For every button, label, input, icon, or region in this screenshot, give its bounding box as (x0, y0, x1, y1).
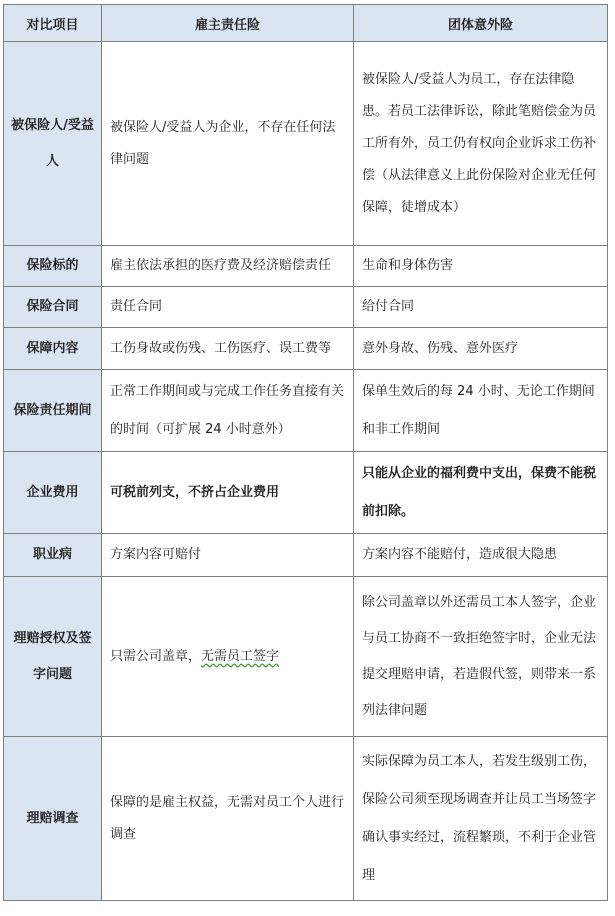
table-row (4, 246, 608, 287)
row-item-label: 保险标的 (4, 246, 102, 287)
group-cell: 只能从企业的福利费中支出，保费不能税前扣除。 (354, 452, 608, 534)
employer-cell (102, 577, 354, 737)
table-row (4, 328, 608, 370)
group-cell: 生命和身体伤害 (354, 246, 608, 287)
employer-cell: 雇主依法承担的医疗费及经济赔偿责任 (102, 246, 354, 287)
employer-cell-text: 只需公司盖章， (110, 648, 202, 664)
table-header-row (4, 5, 608, 42)
group-cell: 保单生效后的每 24 小时、无论工作期间和非工作期间 (354, 370, 608, 452)
header-group-accident: 团体意外险 (354, 5, 608, 42)
header-employer-liability: 雇主责任险 (102, 5, 354, 42)
group-cell: 方案内容不能赔付，造成很大隐患 (354, 534, 608, 577)
employer-cell: 被保险人/受益人为企业，不存在任何法律问题 (102, 42, 354, 246)
row-item-label: 被保险人/受益人 (4, 42, 102, 246)
row-item-label: 职业病 (4, 534, 102, 577)
employer-cell: 正常工作期间或与完成工作任务直接有关的时间（可扩展 24 小时意外） (102, 370, 354, 452)
table-row (4, 452, 608, 534)
table-row (4, 577, 608, 737)
row-item-label: 保障内容 (4, 328, 102, 370)
employer-cell: 可税前列支，不挤占企业费用 (102, 452, 354, 534)
group-cell: 意外身故、伤残、意外医疗 (354, 328, 608, 370)
employer-cell: 保障的是雇主权益，无需对员工个人进行调查 (102, 737, 354, 901)
row-item-label: 保险责任期间 (4, 370, 102, 452)
table-row (4, 737, 608, 901)
group-cell: 实际保障为员工本人，若发生级别工伤，保险公司须至现场调查并让员工当场签字确认事实经过，流程繁琐，不利于企业管理 (354, 737, 608, 901)
row-item-label: 保险合同 (4, 287, 102, 328)
group-cell: 被保险人/受益人为员工，存在法律隐患。若员工法律诉讼，除此笔赔偿金为员工所有外，员工仍有权向企业诉求工伤补偿（从法律意义上此份保险对企业无任何保障，徒增成本） (354, 42, 608, 246)
comparison-table-wrapper (3, 4, 608, 901)
table-row (4, 370, 608, 452)
row-item-label: 理赔授权及签字问题 (4, 577, 102, 737)
employer-cell: 工伤身故或伤残、工伤医疗、误工费等 (102, 328, 354, 370)
header-item: 对比项目 (4, 5, 102, 42)
group-cell: 给付合同 (354, 287, 608, 328)
row-item-label: 企业费用 (4, 452, 102, 534)
employer-cell: 责任合同 (102, 287, 354, 328)
comparison-table (3, 4, 608, 901)
row-item-label: 理赔调查 (4, 737, 102, 901)
table-row (4, 287, 608, 328)
employer-cell-underlined-text: 无需员工签字 (201, 648, 280, 664)
employer-cell: 方案内容可赔付 (102, 534, 354, 577)
group-cell: 除公司盖章以外还需员工本人签字，企业与员工协商不一致拒绝签字时，企业无法提交理赔申请，若造假代签，则带来一系列法律问题 (354, 577, 608, 737)
table-row (4, 534, 608, 577)
table-row (4, 42, 608, 246)
